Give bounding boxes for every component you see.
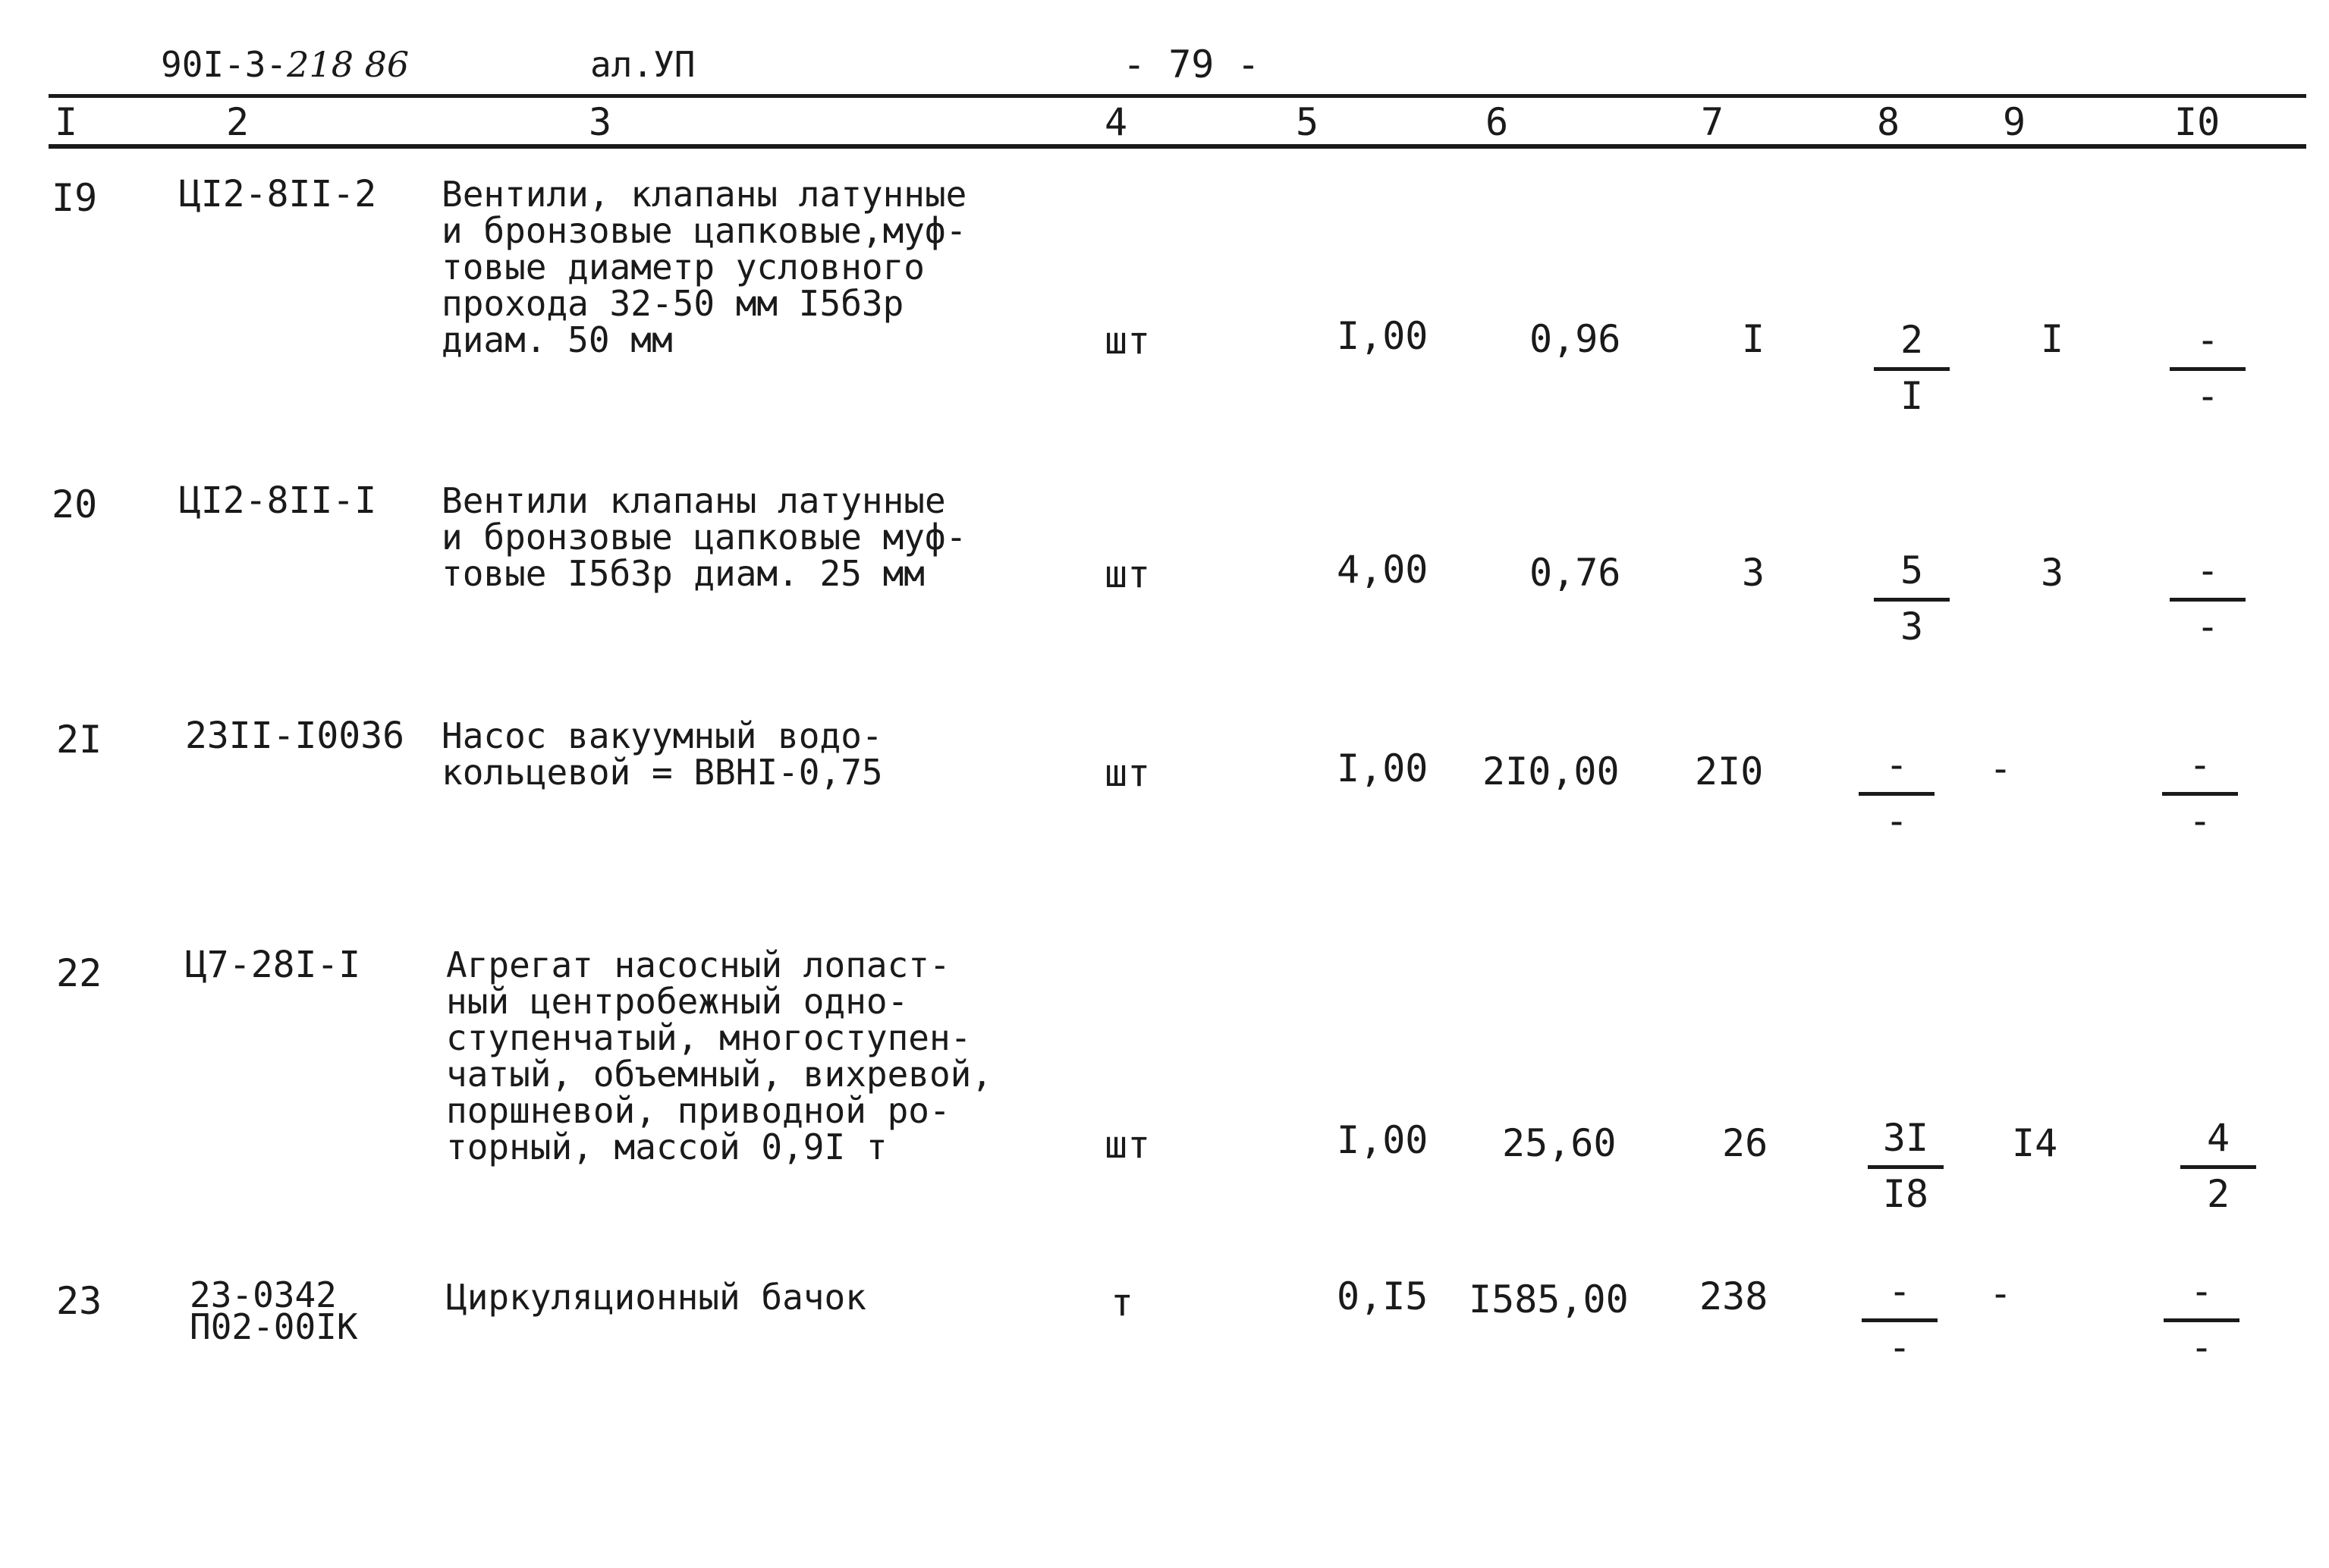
fraction-numerator: 5: [1900, 548, 1924, 592]
fraction-bar: [1862, 1318, 1938, 1322]
sheet-reference: ал.УП: [590, 44, 696, 85]
fraction-denominator: -: [2188, 799, 2212, 843]
fraction-numerator: -: [2195, 548, 2220, 592]
fraction-numerator: 2: [1900, 318, 1924, 362]
item-code: 23II-I0036: [185, 715, 404, 757]
row-number: 22: [56, 951, 102, 995]
quantity: 4,00: [1337, 548, 1429, 592]
column-header: 9: [2003, 100, 2026, 144]
fraction-denominator: I8: [1882, 1172, 1929, 1216]
total: I: [1742, 317, 1765, 361]
fraction-denominator: 3: [1900, 605, 1924, 649]
column-header: 4: [1105, 100, 1128, 144]
fraction-bar: [2162, 792, 2238, 796]
column-header: 5: [1296, 100, 1319, 144]
column-header: 6: [1485, 100, 1509, 144]
fraction-numerator: 4: [2206, 1116, 2230, 1160]
column-header: I0: [2174, 100, 2221, 144]
item-description: Вентили клапаны латунные и бронзовые цапковые муф- товые I5б3р диам. 25 мм: [442, 480, 967, 594]
item-description: Насос вакуумный водо- кольцевой = ВВНI-0,75: [442, 715, 883, 793]
item-code: ЦI2-8II-2: [179, 173, 377, 215]
column-9-value: 3: [2041, 551, 2064, 595]
fraction-denominator: I: [1900, 374, 1924, 418]
row-number: 23: [56, 1279, 102, 1323]
unit: шт: [1105, 751, 1151, 795]
unit: шт: [1105, 1123, 1151, 1167]
item-code: ЦI2-8II-I: [179, 479, 377, 522]
fraction-bar: [1868, 1165, 1944, 1169]
unit-price: 0,76: [1529, 551, 1621, 595]
page-number: - 79 -: [1123, 42, 1260, 86]
unit: шт: [1105, 319, 1151, 363]
fraction-bar: [2164, 1318, 2239, 1322]
column-9-value: I4: [2012, 1121, 2058, 1165]
column-header: 8: [1877, 100, 1900, 144]
column-header: 7: [1701, 100, 1724, 144]
fraction-numerator: 3I: [1882, 1116, 1929, 1160]
fraction-numerator: -: [1884, 743, 1909, 787]
fraction-numerator: -: [2189, 1269, 2214, 1313]
unit-price: 2I0,00: [1482, 749, 1620, 793]
item-code: 23-0342 П02-00IК: [190, 1274, 358, 1347]
fraction-denominator: -: [2195, 374, 2220, 418]
column-9-value: I: [2041, 317, 2064, 361]
row-number: 2I: [56, 718, 102, 762]
fraction-bar: [1874, 598, 1950, 602]
column-header: I: [55, 100, 78, 144]
fraction-bar: [2170, 367, 2246, 371]
column-header: 2: [226, 100, 250, 144]
document-code-handwritten: 218 86: [287, 44, 410, 85]
quantity: I,00: [1337, 746, 1429, 790]
fraction-numerator: -: [1887, 1269, 1912, 1313]
fraction-numerator: -: [2188, 743, 2212, 787]
fraction-denominator: 2: [2206, 1172, 2230, 1216]
document-code: [161, 44, 409, 85]
fraction-denominator: -: [1884, 799, 1909, 843]
total: 26: [1722, 1121, 1768, 1165]
item-description: Вентили, клапаны латунные и бронзовые цапковые,муф- товые диаметр условного прохода 32-50 мм I5б3р диам. 50 мм: [442, 174, 967, 360]
unit-price: I585,00: [1469, 1277, 1629, 1321]
fraction-denominator: -: [2189, 1325, 2214, 1369]
table-top-rule: [49, 94, 2306, 98]
fraction-numerator: -: [2195, 318, 2220, 362]
total: 238: [1699, 1274, 1768, 1318]
fraction-denominator: -: [1887, 1325, 1912, 1369]
fraction-bar: [1874, 367, 1950, 371]
total: 2I0: [1695, 749, 1764, 793]
quantity: I,00: [1337, 314, 1429, 358]
fraction-bar: [2170, 598, 2246, 602]
row-number: 20: [52, 482, 98, 526]
document-code-prefix: 90I-3-: [161, 44, 288, 85]
table-header-rule: [49, 144, 2306, 149]
total: 3: [1742, 551, 1765, 595]
unit: т: [1111, 1280, 1134, 1324]
column-9-value: -: [1989, 1271, 2013, 1315]
quantity: I,00: [1337, 1118, 1429, 1162]
fraction-denominator: -: [2195, 605, 2220, 649]
item-description: Агрегат насосный лопаст- ный центробежный одно- ступенчатый, многоступен- чатый, объемный, вихревой, поршневой, приводной ро- торный, массой 0,9I т: [446, 944, 993, 1167]
item-description: Циркуляционный бачок: [446, 1277, 866, 1318]
unit-price: 0,96: [1529, 317, 1621, 361]
row-number: I9: [52, 176, 98, 220]
fraction-bar: [1859, 792, 1935, 796]
column-9-value: -: [1989, 746, 2013, 790]
item-code: Ц7-28I-I: [185, 944, 361, 986]
unit-price: 25,60: [1502, 1121, 1617, 1165]
fraction-bar: [2180, 1165, 2256, 1169]
unit: шт: [1105, 552, 1151, 596]
quantity: 0,I5: [1337, 1274, 1429, 1318]
column-header: 3: [589, 100, 612, 144]
